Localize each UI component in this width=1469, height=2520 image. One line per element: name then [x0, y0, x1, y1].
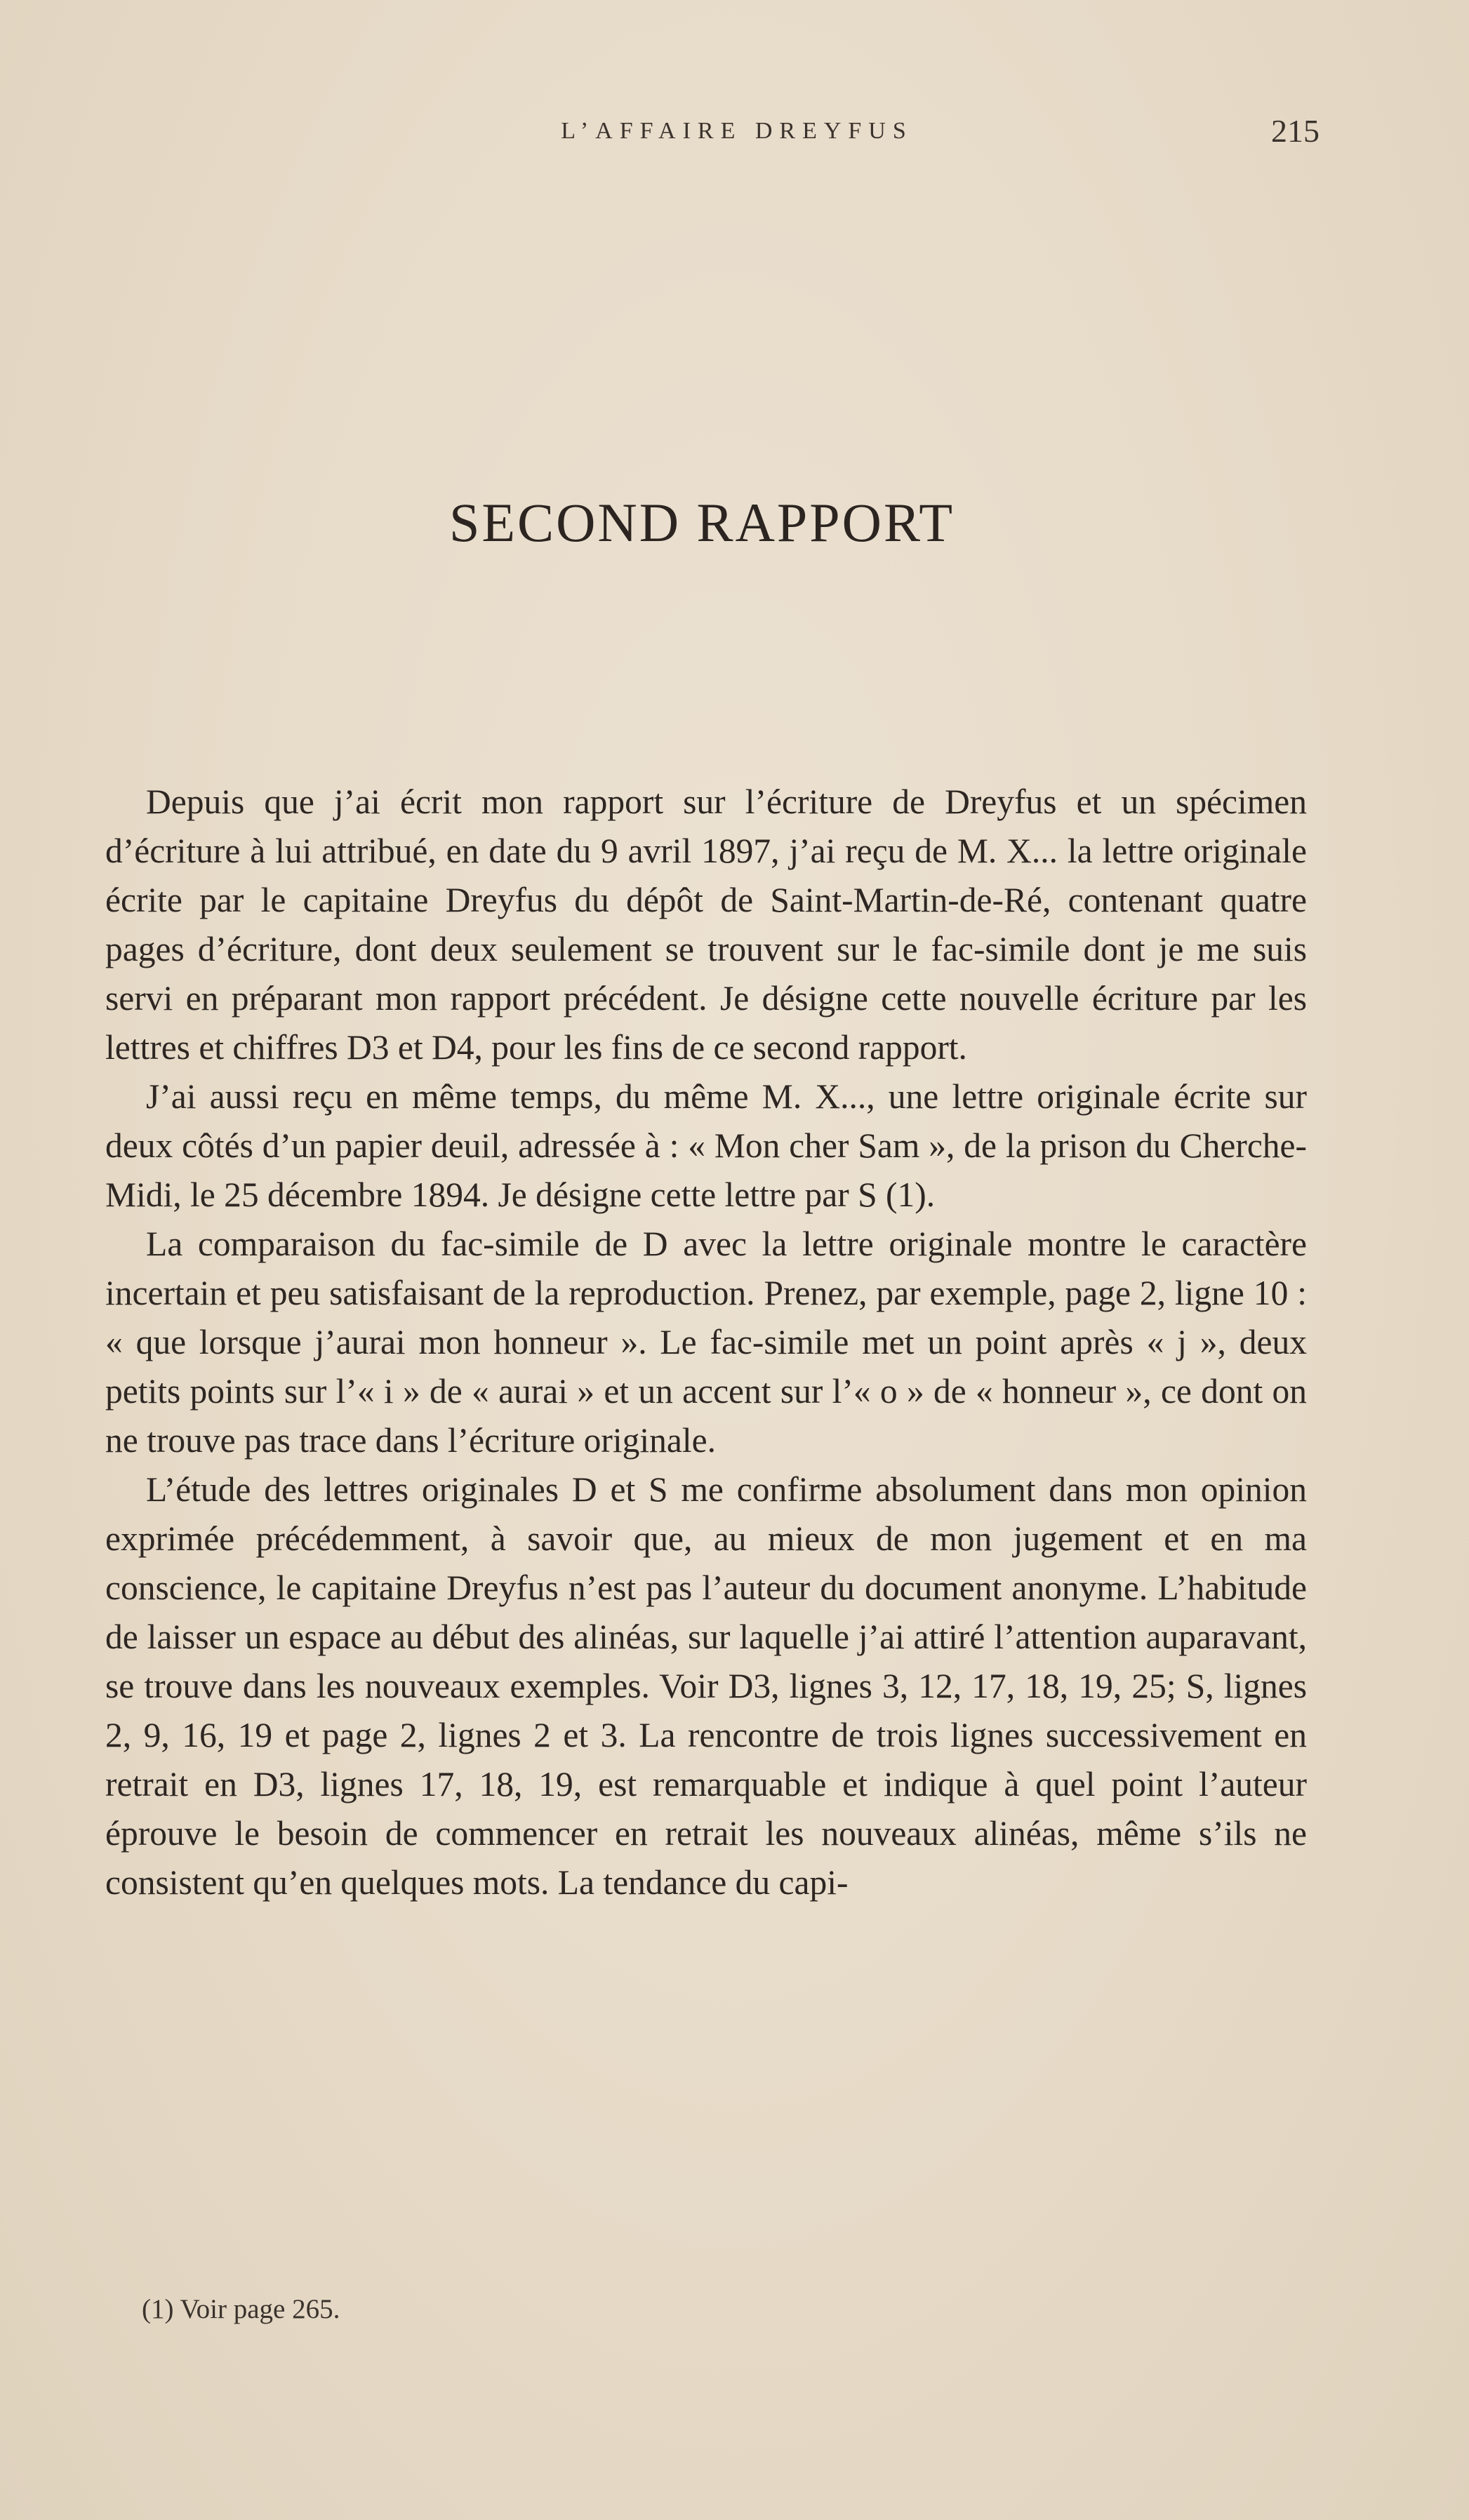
paragraph: Depuis que j’ai écrit mon rapport sur l’écriture de Dreyfus et un spécimen d’écriture à lui attribué, en date du 9 avril 1897, j’ai reçu de M. X... la lettre originale écrite par le capitaine Dreyfus du dépôt de Saint-Martin-de-Ré, contenant quatre pages d’écriture, dont deux seulement se trouvent sur le fac-simile dont je me suis servi en préparant mon rapport précédent. Je désigne cette nouvelle écriture par les lettres et chiffres D3 et D4, pour les fins de ce second rapport. — [105, 782, 1307, 1067]
section-title: SECOND RAPPORT — [449, 492, 955, 553]
page-number: 215 — [1271, 113, 1320, 149]
body-text — [105, 778, 1307, 1907]
running-head: L’AFFAIRE DREYFUS — [561, 118, 913, 144]
footnote: (1) Voir page 265. — [142, 2294, 340, 2324]
paragraph: La comparaison du fac-simile de D avec la lettre originale montre le caractère incertain et peu satisfaisant de la reproduction. Prenez, par exemple, page 2, ligne 10 : « que lorsque j’aurai mon honneur ». Le fac-simile met un point après « j », deux petits points sur l’« i » de « aurai » et un accent sur l’« o » de « honneur », ce dont on ne trouve pas trace dans l’écriture originale. — [105, 1225, 1307, 1460]
paragraph: J’ai aussi reçu en même temps, du même M. X..., une lettre originale écrite sur deux côtés d’un papier deuil, adressée à : « Mon cher Sam », de la prison du Cherche-Midi, le 25 décembre 1894. Je désigne cette lettre par S (1). — [105, 1077, 1307, 1214]
paragraph: L’étude des lettres originales D et S me confirme absolument dans mon opinion exprimée précédemment, à savoir que, au mieux de mon jugement et en ma conscience, le capitaine Dreyfus n’est pas l’auteur du document anonyme. L’habitude de laisser un espace au début des alinéas, sur laquelle j’ai attiré l’attention auparavant, se trouve dans les nouveaux exemples. Voir D3, lignes 3, 12, 17, 18, 19, 25; S, lignes 2, 9, 16, 19 et page 2, lignes 2 et 3. La rencontre de trois lignes successivement en retrait en D3, lignes 17, 18, 19, est remarquable et indique à quel point l’auteur éprouve le besoin de commencer en retrait les nouveaux alinéas, même s’ils ne consistent qu’en quelques mots. La tendance du capi- — [105, 1470, 1307, 1902]
